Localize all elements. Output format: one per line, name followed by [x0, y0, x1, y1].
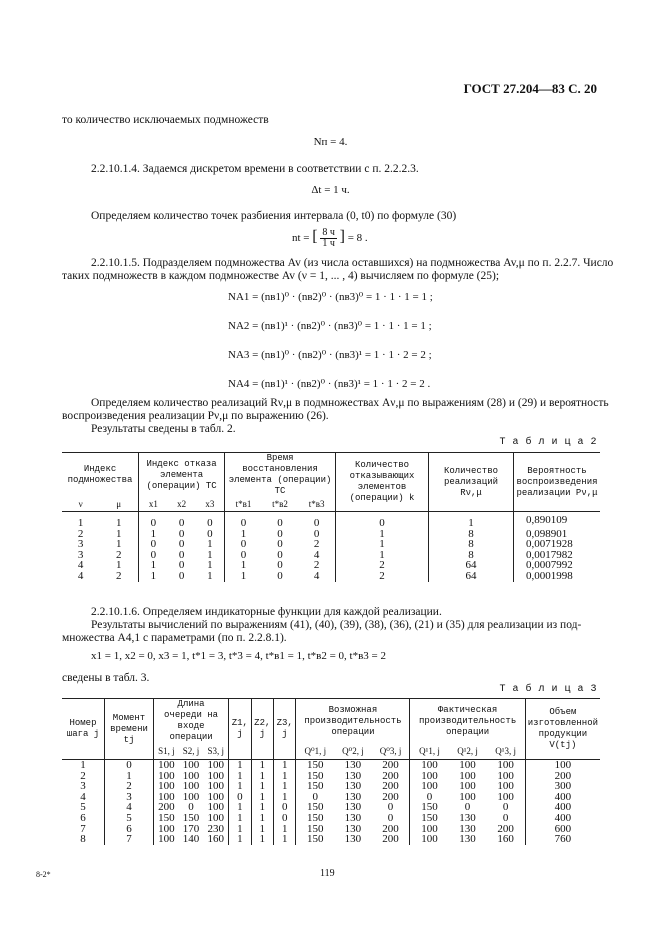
page-header: ГОСТ 27.204—83 С. 20	[463, 81, 597, 96]
table-cell: 200	[372, 760, 410, 771]
table-cell: 1	[105, 771, 154, 782]
table-cell: 0	[277, 559, 283, 572]
table-cell: 100	[182, 780, 200, 793]
table-cell: 1	[150, 569, 157, 582]
table-cell: 7	[62, 824, 105, 835]
table-cell: 2	[99, 550, 138, 561]
table-cell: 4	[77, 559, 84, 572]
equation-na2: NA2 = (nв1)¹ · (nв2)⁰ · (nв3)⁰ = 1 · 1 · 1 = 1 ;	[228, 320, 432, 332]
text-line: сведены в табл. 3.	[62, 672, 150, 684]
table-cell: 0	[188, 801, 194, 814]
text-line: Результаты вычислений по выражениям (41), (40), (39), (38), (36), (21) и (35) для реализации из под-	[91, 619, 582, 631]
table-cell: 0	[487, 813, 526, 824]
table2-header-count: Количество отказывающих элементов (операции) k	[336, 453, 429, 512]
table3-caption: Т а б л и ц а 3	[499, 684, 597, 695]
table-cell: 0,890109	[526, 514, 568, 526]
table-cell: 1	[229, 781, 251, 792]
table-cell: 150	[307, 801, 324, 814]
text-line: 2.2.10.1.5. Подразделяем подмножества Av (из числа оставшихся) на подмножества Av,μ по п. 2.2.7. Число	[91, 257, 614, 269]
table-row	[62, 571, 600, 582]
table-cell: 200	[372, 792, 410, 803]
table-cell: 130	[344, 833, 362, 846]
table-cell: 64	[429, 571, 514, 582]
table-cell: 0,0071928	[526, 538, 573, 551]
table-cell: 1	[229, 760, 251, 771]
table-cell: 100	[421, 780, 438, 793]
table-cell: 100	[459, 759, 476, 771]
table-cell: 0	[150, 548, 157, 561]
table-cell: 2	[298, 539, 335, 550]
table-cell: 6	[105, 824, 154, 835]
table-cell: 130	[459, 833, 476, 846]
table3-header-z1: Z1, j	[229, 699, 251, 760]
fraction-numerator: 8 ч	[322, 227, 335, 238]
table-cell: 140	[182, 833, 200, 846]
table-cell: 2	[336, 571, 429, 582]
text-line: воспроизведения реализации Pν,μ по выражению (26).	[62, 410, 329, 422]
equation-nn: Nп = 4.	[313, 136, 348, 148]
table-cell: 0	[274, 813, 296, 824]
table-cell: 2	[336, 560, 429, 571]
table-cell: 0	[196, 529, 225, 540]
fraction-denominator: 1 ч	[322, 238, 335, 249]
table-cell: 0	[487, 802, 526, 813]
table-cell: 130	[344, 790, 362, 803]
table-cell: 130	[344, 759, 362, 771]
table-cell: 3	[77, 538, 84, 551]
table-cell: 1	[274, 781, 296, 792]
table-cell: 0	[372, 802, 410, 813]
table-cell: 200	[372, 834, 410, 845]
table-cell: 2	[99, 571, 138, 582]
table-cell: 200	[554, 769, 572, 782]
table-cell: 1	[229, 771, 251, 782]
table-row	[62, 529, 600, 540]
text-line: Определяем количество реализаций Rν,μ в подмножествах Aν,μ по выражениям (28) и (29) и вероятность	[91, 397, 609, 409]
table-cell: 0	[178, 517, 185, 529]
table-cell: 100	[158, 790, 175, 803]
table-cell: 170	[182, 822, 200, 835]
table-cell: 100	[459, 769, 476, 782]
table-cell: 0	[277, 527, 283, 540]
table-cell: 760	[554, 833, 572, 846]
table-cell: 4	[298, 571, 335, 582]
table-row	[62, 512, 600, 529]
table-cell: 0	[277, 548, 283, 561]
table-cell: 100	[203, 792, 228, 803]
equation-nt: nt = [ $\frac{8 ч}{1 ч}$ ] = 8 .	[292, 227, 368, 249]
table-cell: 1	[229, 802, 251, 813]
page-number: 119	[320, 868, 335, 879]
table-cell: 100	[158, 822, 175, 835]
table-row	[62, 834, 600, 845]
table-cell: 0	[178, 559, 185, 572]
table2-header-index: Индекс подмножества	[62, 453, 139, 498]
table-cell: 1	[99, 560, 138, 571]
text-line: 2.2.10.1.6. Определяем индикаторные функции для каждой реализации.	[91, 606, 442, 618]
table-cell: 150	[421, 801, 438, 814]
table-cell: 0,0007992	[526, 559, 573, 572]
table-cell: 0	[372, 813, 410, 824]
table-cell: 0	[178, 527, 185, 540]
table-cell: 100	[487, 792, 526, 803]
table-row	[62, 813, 600, 824]
table-cell: 0	[298, 512, 335, 529]
table-cell: 2	[62, 771, 105, 782]
table3-subheader-cell: Q¹2, j	[457, 745, 478, 756]
table-cell: 0	[312, 790, 319, 803]
table-cell: 64	[429, 560, 514, 571]
table-cell: 1	[99, 539, 138, 550]
table-cell: 1	[336, 529, 429, 540]
table-cell: 0	[178, 548, 185, 561]
table-cell: 200	[158, 801, 175, 814]
table-cell: 0	[240, 517, 247, 529]
table2-header-time: Время восстановления элемента (операции) ТС	[225, 453, 336, 498]
table-cell: 0,0017982	[526, 548, 573, 561]
table-cell: 150	[421, 811, 438, 824]
equation-fraction	[320, 228, 337, 249]
table-cell: 4	[298, 550, 335, 561]
text-line: таких подмножеств в каждом подмножестве Av (ν = 1, ... , 4) вычисляем по формуле (25);	[62, 270, 500, 282]
equation-na1: NA1 = (nв1)⁰ · (nв2)⁰ · (nв3)⁰ = 1 · 1 · 1 = 1 ;	[228, 291, 433, 303]
table-cell: 1	[251, 771, 273, 782]
table-cell: 1	[229, 824, 251, 835]
table-cell: 0	[464, 801, 471, 814]
table-cell: 150	[307, 780, 324, 793]
table-cell: 1	[251, 792, 273, 803]
equation-nt-left: nt =	[292, 232, 310, 245]
table-cell: 1	[150, 527, 157, 540]
table3-subheader-cell: Q⁰1, j	[304, 745, 327, 756]
table-cell: 1	[251, 760, 273, 771]
table-cell: 150	[307, 811, 324, 824]
table-cell: 3	[105, 792, 154, 803]
table-cell: 100	[158, 769, 175, 782]
table-cell: 150	[182, 811, 200, 824]
table2-subheader-cell: x1	[148, 498, 158, 509]
table-cell: 100	[182, 769, 200, 782]
table-cell: 1	[274, 834, 296, 845]
table-cell: 1	[251, 834, 273, 845]
table-3	[62, 698, 600, 845]
table-cell: 1	[196, 539, 225, 550]
equation-nt-right: = 8 .	[347, 232, 368, 245]
table-cell: 8	[62, 834, 105, 845]
table-cell: 0	[336, 512, 429, 529]
table-row	[62, 771, 600, 782]
parameters-line: x1 = 1, x2 = 0, x3 = 1, t*1 = 3, t*3 = 4, t*в1 = 1, t*в2 = 0, t*в3 = 2	[91, 650, 386, 662]
table-cell: 1	[274, 760, 296, 771]
table-row	[62, 824, 600, 835]
table2-subheader-cell: x3	[196, 497, 225, 512]
table-cell: 130	[459, 811, 476, 824]
table-cell: 100	[203, 813, 228, 824]
table-cell: 100	[158, 833, 175, 846]
table-cell: 4	[77, 569, 84, 582]
text-line: Определяем количество точек разбиения интервала (0, t0) по формуле (30)	[91, 210, 457, 222]
table-cell: 100	[554, 759, 572, 771]
table-cell: 0	[150, 538, 157, 551]
table-cell: 1	[240, 527, 247, 540]
table-cell: 1	[62, 760, 105, 771]
table-cell: 150	[158, 811, 175, 824]
table-cell: 200	[372, 771, 410, 782]
table-cell: 1	[196, 571, 225, 582]
table3-header-actual: Фактическая производительность операции	[410, 699, 525, 744]
table-cell: 100	[487, 771, 526, 782]
table-cell: 1	[240, 559, 247, 572]
table3-header-possible: Возможная производительность операции	[296, 699, 410, 744]
equation-na3: NA3 = (nв1)⁰ · (nв2)⁰ · (nв3)¹ = 1 · 1 · 2 = 2 ;	[228, 349, 432, 361]
table3-header-volume: Объем изготовленной продукции V(tj)	[525, 699, 600, 760]
table-cell: 100	[421, 769, 438, 782]
text-line: множества A4,1 с параметрами (по п. 2.2.8.1).	[62, 632, 287, 644]
text-line: то количество исключаемых подмножеств	[62, 114, 269, 126]
table-cell: 200	[372, 781, 410, 792]
table-cell: 400	[554, 801, 572, 814]
table-cell: 100	[487, 781, 526, 792]
table-cell: 0	[298, 529, 335, 540]
table-cell: 0	[150, 517, 157, 529]
table-cell: 230	[203, 824, 228, 835]
table-cell: 160	[203, 834, 228, 845]
table-cell: 0	[277, 517, 283, 529]
table-cell: 1	[336, 539, 429, 550]
table-cell: 100	[421, 822, 438, 835]
table-cell: 100	[203, 771, 228, 782]
print-mark: 8-2*	[36, 870, 51, 879]
table2-header-prob: Вероятность воспроизведения реализации Pν,μ	[514, 453, 601, 512]
table3-subheader-cell: S2, j	[182, 745, 200, 756]
table-row	[62, 550, 600, 561]
table-cell: 1	[251, 824, 273, 835]
table-cell: 3	[77, 548, 84, 561]
table-cell: 100	[203, 781, 228, 792]
table-cell: 1	[99, 529, 138, 540]
table-cell: 100	[182, 759, 200, 771]
table3-header-z2: Z2, j	[251, 699, 273, 760]
table-cell: 0	[105, 760, 154, 771]
table-cell: 1	[240, 569, 247, 582]
table2-subheader-cell: t*в1	[235, 498, 252, 509]
table-cell: 3	[62, 781, 105, 792]
table-cell: 1	[99, 512, 138, 529]
table-row	[62, 781, 600, 792]
table-cell: 8	[429, 529, 514, 540]
table-cell: 8	[429, 539, 514, 550]
table-cell: 200	[372, 824, 410, 835]
table-cell: 1	[196, 560, 225, 571]
table-cell: 0	[229, 792, 251, 803]
table-row	[62, 560, 600, 571]
table-cell: 100	[421, 833, 438, 846]
table-cell: 100	[203, 760, 228, 771]
table-cell: 100	[421, 759, 438, 771]
table2-subheader-cell: t*в3	[298, 497, 335, 512]
table-2	[62, 452, 600, 582]
equation-na4: NA4 = (nв1)¹ · (nв2)⁰ · (nв3)¹ = 1 · 1 · 2 = 2 .	[228, 378, 431, 390]
table-cell: 600	[554, 822, 572, 835]
table-cell: 4	[62, 792, 105, 803]
table-row	[62, 802, 600, 813]
table-cell: 150	[307, 822, 324, 835]
table-cell: 8	[429, 550, 514, 561]
text-line: Результаты сведены в табл. 2.	[91, 423, 236, 435]
table-cell: 1	[336, 550, 429, 561]
table-cell: 0	[178, 569, 185, 582]
table-cell: 150	[307, 833, 324, 846]
table-cell: 0	[277, 569, 283, 582]
table-cell: 1	[251, 802, 273, 813]
table-cell: 7	[105, 834, 154, 845]
table-cell: 1	[77, 517, 84, 529]
table2-header-fail: Индекс отказа элемента (операции) ТС	[139, 453, 225, 498]
table-cell: 100	[158, 780, 175, 793]
table-row	[62, 792, 600, 803]
table-cell: 1	[429, 512, 514, 529]
table-cell: 2	[105, 781, 154, 792]
table3-header-queue: Длина очереди на входе операции	[154, 699, 229, 744]
table3-header-z3: Z3, j	[274, 699, 296, 760]
text-line: 2.2.10.1.4. Задаемся дискретом времени в соответствии с п. 2.2.2.3.	[91, 163, 419, 175]
table-cell: 300	[554, 780, 572, 793]
table-cell: 1	[274, 824, 296, 835]
table-cell: 200	[487, 824, 526, 835]
table-cell: 100	[182, 790, 200, 803]
table2-subheader-cell: μ	[99, 497, 138, 512]
table-cell: 130	[344, 811, 362, 824]
table-cell: 0	[240, 538, 247, 551]
table-cell: 1	[251, 781, 273, 792]
table3-subheader-cell: Q⁰3, j	[372, 743, 410, 760]
table-cell: 100	[487, 760, 526, 771]
table-cell: 1	[150, 559, 157, 572]
table-cell: 5	[105, 813, 154, 824]
table-cell: 0	[178, 538, 185, 551]
table3-header-step: Номер шага j	[62, 699, 105, 760]
table-cell: 5	[62, 802, 105, 813]
table-cell: 100	[158, 759, 175, 771]
table-cell: 130	[344, 769, 362, 782]
table-cell: 1	[251, 813, 273, 824]
table-cell: 130	[344, 801, 362, 814]
table-cell: 1	[229, 834, 251, 845]
table-cell: 130	[459, 822, 476, 835]
table-cell: 0,0001998	[526, 569, 573, 582]
table2-subheader-cell: ν	[78, 498, 83, 509]
table-cell: 0	[277, 538, 283, 551]
table3-subheader-cell: Q⁰2, j	[342, 745, 364, 756]
table-cell: 1	[274, 792, 296, 803]
table3-subheader-cell: Q¹1, j	[419, 745, 440, 756]
table2-caption: Т а б л и ц а 2	[499, 437, 597, 448]
table3-subheader-cell: S1, j	[158, 745, 175, 756]
table-cell: 0	[240, 548, 247, 561]
table-row	[62, 760, 600, 771]
equation-dt: Δt = 1 ч.	[311, 184, 350, 196]
table-cell: 0	[196, 512, 225, 529]
table-cell: 1	[196, 550, 225, 561]
table-cell: 0,098901	[526, 527, 568, 540]
table2-subheader-cell: t*в2	[272, 498, 288, 509]
table3-subheader-cell: S3, j	[203, 743, 228, 760]
table-cell: 0	[274, 802, 296, 813]
table2-subheader-cell: x2	[177, 498, 187, 509]
table-cell: 400	[554, 790, 572, 803]
table-cell: 150	[307, 759, 324, 771]
table3-header-time: Момент времени tj	[105, 699, 154, 760]
table-cell: 6	[62, 813, 105, 824]
table-cell: 400	[554, 811, 572, 824]
table3-subheader-cell: Q¹3, j	[487, 743, 526, 760]
table-cell: 1	[274, 771, 296, 782]
table-cell: 130	[344, 780, 362, 793]
table-row	[62, 539, 600, 550]
table-cell: 100	[203, 802, 228, 813]
table2-header-real: Количество реализаций Rν,μ	[429, 453, 514, 512]
table-cell: 1	[229, 813, 251, 824]
table-cell: 160	[487, 834, 526, 845]
table-cell: 0	[426, 790, 433, 803]
table-cell: 4	[105, 802, 154, 813]
table-cell: 2	[77, 527, 84, 540]
table-cell: 130	[344, 822, 362, 835]
table-cell: 100	[459, 780, 476, 793]
table-cell: 150	[307, 769, 324, 782]
table-cell: 2	[298, 560, 335, 571]
table-cell: 100	[459, 790, 476, 803]
